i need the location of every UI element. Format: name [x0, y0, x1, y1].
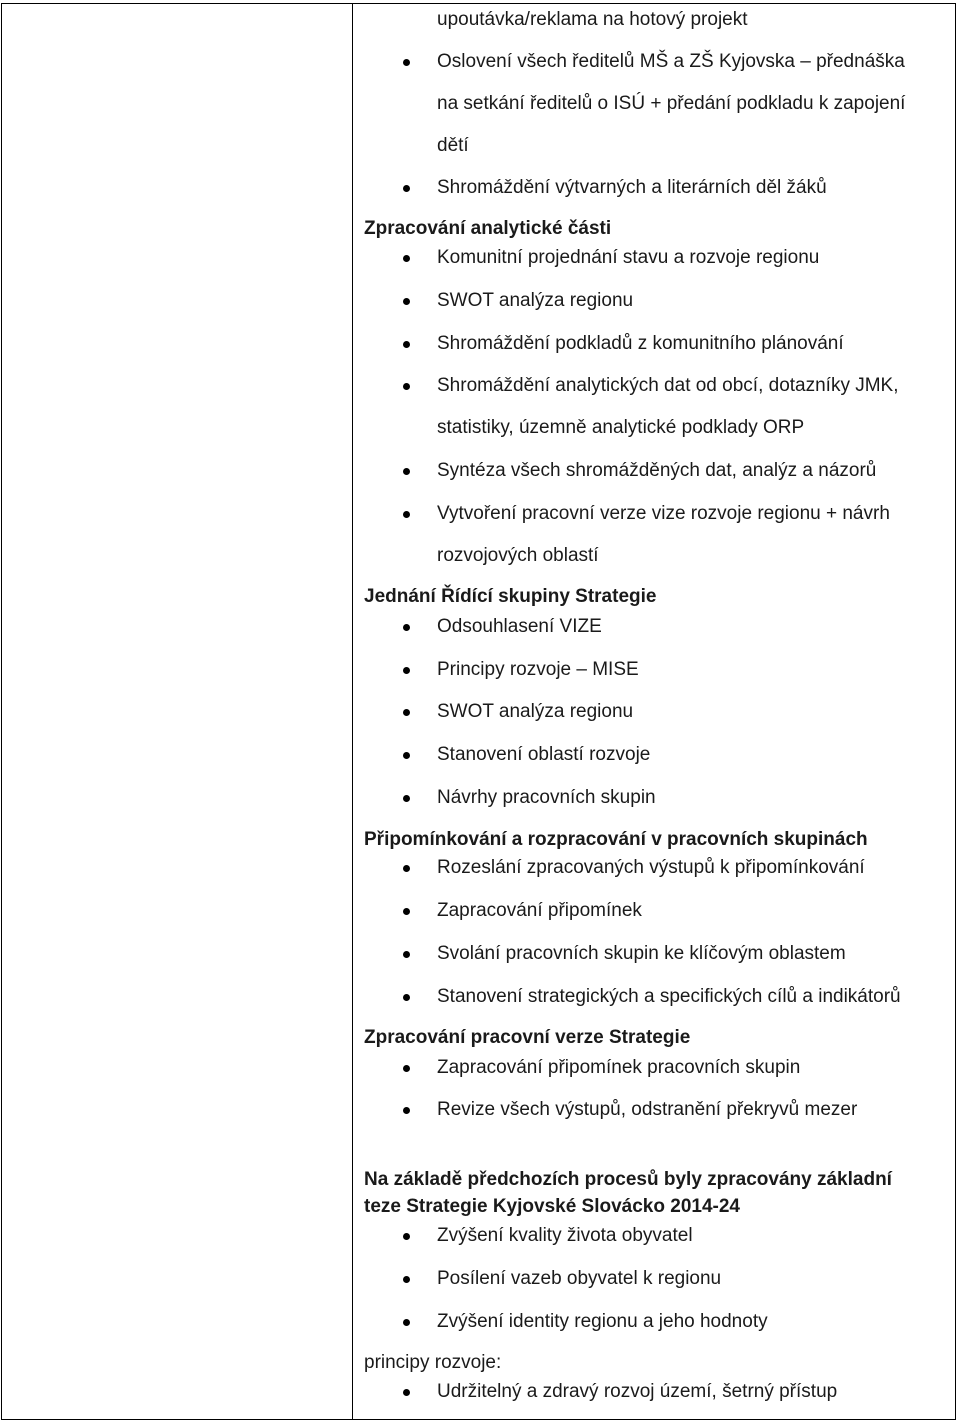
list-item-line: Návrhy pracovních skupin [437, 787, 656, 808]
bullet-icon [403, 667, 410, 674]
bullet-icon [403, 951, 410, 958]
list-item-continuation: upoutávka/reklama na hotový projekt [437, 9, 748, 30]
section-heading: teze Strategie Kyjovské Slovácko 2014-24 [364, 1196, 740, 1217]
list-item-line: Svolání pracovních skupin ke klíčovým oblastem [437, 943, 846, 964]
bullet-icon [403, 1389, 410, 1396]
bullet-icon [403, 709, 410, 716]
bullet-icon [403, 383, 410, 390]
list-item-line: Shromáždění výtvarných a literárních děl žáků [437, 177, 827, 198]
bullet-icon [403, 59, 410, 66]
bullet-icon [403, 1107, 410, 1114]
bullet-icon [403, 624, 410, 631]
section-heading: Zpracování pracovní verze Strategie [364, 1027, 691, 1048]
bullet-icon [403, 1319, 410, 1326]
list-item-line: statistiky, územně analytické podklady ORP [437, 417, 805, 438]
list-item-line: rozvojových oblastí [437, 545, 599, 566]
list-item-line: Stanovení oblastí rozvoje [437, 744, 651, 765]
section-heading: Na základě předchozích procesů byly zpracovány základní [364, 1169, 892, 1190]
document-table [1, 3, 956, 1420]
section-heading: Zpracování analytické části [364, 218, 612, 239]
bullet-icon [403, 1065, 410, 1072]
list-item-line: Komunitní projednání stavu a rozvoje regionu [437, 247, 820, 268]
list-item-line: Stanovení strategických a specifických cílů a indikátorů [437, 986, 901, 1007]
list-item-line: Syntéza všech shromážděných dat, analýz a názorů [437, 460, 877, 481]
bullet-icon [403, 1276, 410, 1283]
list-item-line: Zvýšení kvality života obyvatel [437, 1225, 693, 1246]
principles-label: principy rozvoje: [364, 1352, 502, 1373]
bullet-icon [403, 1233, 410, 1240]
bullet-icon [403, 795, 410, 802]
list-item-line: Principy rozvoje – MISE [437, 659, 639, 680]
list-item-line: Rozeslání zpracovaných výstupů k připomínkování [437, 857, 865, 878]
section-heading: Připomínkování a rozpracování v pracovních skupinách [364, 829, 868, 850]
list-item-line: Zvýšení identity regionu a jeho hodnoty [437, 1311, 768, 1332]
bullet-icon [403, 298, 410, 305]
list-item-line: Zapracování připomínek [437, 900, 642, 921]
bullet-icon [403, 255, 410, 262]
list-item-line: na setkání ředitelů o ISÚ + předání podkladu k zapojení [437, 93, 906, 114]
bullet-icon [403, 994, 410, 1001]
content-cell [353, 4, 955, 1419]
list-item-line: Oslovení všech ředitelů MŠ a ZŠ Kyjovska – přednáška [437, 51, 905, 72]
list-item-line: Odsouhlasení VIZE [437, 616, 602, 637]
list-item-line: Zapracování připomínek pracovních skupin [437, 1057, 801, 1078]
list-item-line: dětí [437, 135, 469, 156]
list-item-line: SWOT analýza regionu [437, 290, 634, 311]
list-item-line: Shromáždění analytických dat od obcí, dotazníky JMK, [437, 375, 899, 396]
list-item-line: Shromáždění podkladů z komunitního plánování [437, 333, 844, 354]
bullet-icon [403, 341, 410, 348]
list-item-line: Revize všech výstupů, odstranění překryvů mezer [437, 1099, 858, 1120]
section-heading: Jednání Řídící skupiny Strategie [364, 586, 657, 607]
bullet-icon [403, 865, 410, 872]
bullet-icon [403, 908, 410, 915]
list-item-line: Udržitelný a zdravý rozvoj území, šetrný přístup [437, 1381, 838, 1402]
list-item-line: SWOT analýza regionu [437, 701, 634, 722]
bullet-icon [403, 185, 410, 192]
list-item-line: Vytvoření pracovní verze vize rozvoje regionu + návrh [437, 503, 890, 524]
bullet-icon [403, 511, 410, 518]
bullet-icon [403, 752, 410, 759]
bullet-icon [403, 468, 410, 475]
list-item-line: Posílení vazeb obyvatel k regionu [437, 1268, 722, 1289]
